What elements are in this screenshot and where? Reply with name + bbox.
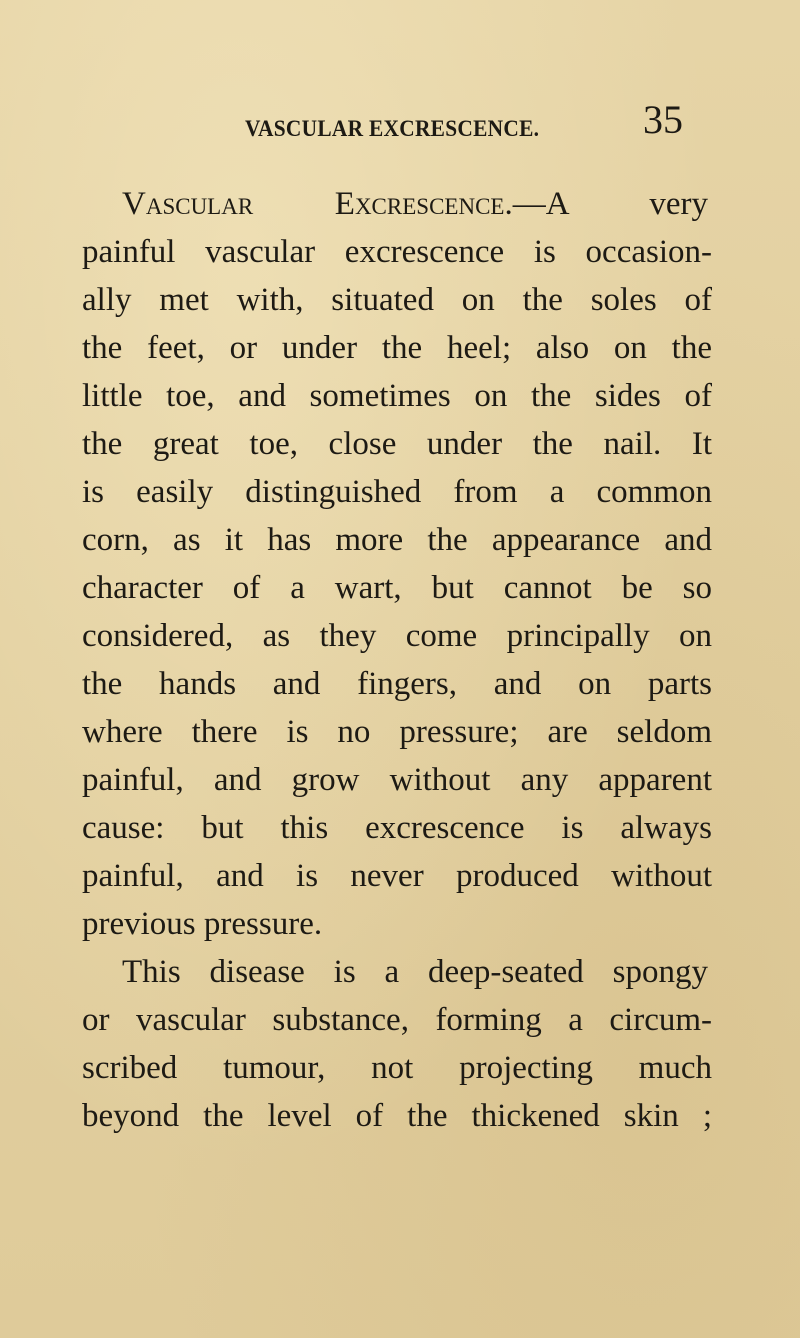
running-head bbox=[0, 96, 800, 146]
page-number: 35 bbox=[643, 97, 683, 142]
text-line: the hands and fingers, and on parts bbox=[82, 666, 712, 702]
text-line: the feet, or under the heel; also on the bbox=[82, 330, 712, 366]
text-line: character of a wart, but cannot be so bbox=[82, 570, 712, 606]
text-line: considered, as they come principally on bbox=[82, 618, 712, 654]
text-line: scribed tumour, not projecting much bbox=[82, 1050, 712, 1086]
text-line: cause: but this excrescence is always bbox=[82, 810, 712, 846]
text-line bbox=[122, 180, 708, 228]
text-line: or vascular substance, forming a circum- bbox=[82, 1002, 712, 1038]
text-line: is easily distinguished from a common bbox=[82, 474, 712, 510]
running-title: VASCULAR EXCRESCENCE. bbox=[245, 116, 540, 141]
text-line: painful, and grow without any apparent bbox=[82, 762, 712, 798]
text-line: the great toe, close under the nail. It bbox=[82, 426, 712, 462]
text-line: painful, and is never produced without bbox=[82, 858, 712, 894]
text-line: corn, as it has more the appearance and bbox=[82, 522, 712, 558]
text-line: beyond the level of the thickened skin ; bbox=[82, 1098, 712, 1134]
text-line: little toe, and sometimes on the sides of bbox=[82, 378, 712, 414]
text-line-segment: —A very bbox=[512, 186, 708, 222]
text-line: previous pressure. bbox=[82, 906, 323, 942]
text-line: painful vascular excrescence is occasion- bbox=[82, 234, 712, 270]
text-line: where there is no pressure; are seldom bbox=[82, 714, 712, 750]
text-line: ally met with, situated on the soles of bbox=[82, 282, 712, 318]
section-heading: Vascular Excrescence. bbox=[122, 186, 513, 222]
text-line: This disease is a deep-seated spongy bbox=[122, 954, 708, 990]
